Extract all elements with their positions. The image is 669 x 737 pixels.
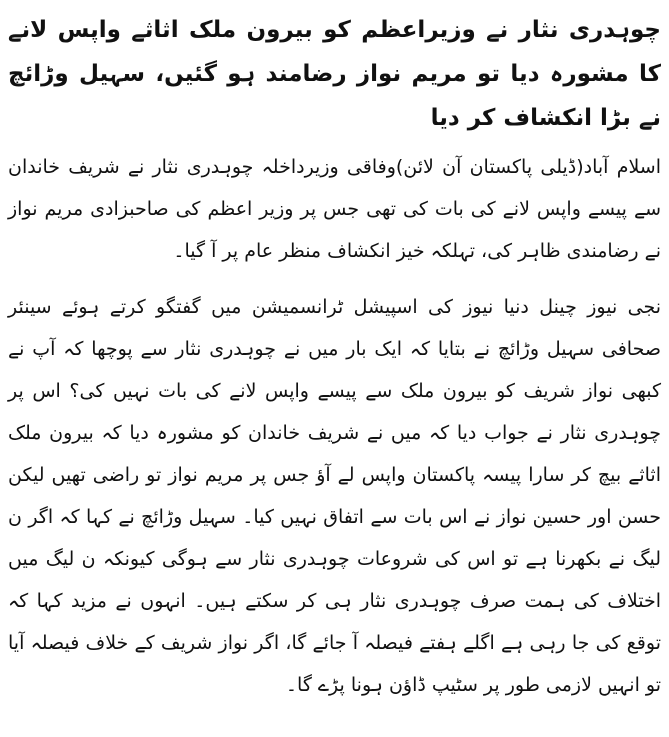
article-headline: چوہدری نثار نے وزیراعظم کو بیرون ملک اثاثے واپس لانے کا مشورہ دیا تو مریم نواز رضامند ہو گئیں، سہیل وڑائچ نے بڑا انکشاف کر دیا: [8, 17, 661, 131]
article-paragraph-intro: اسلام آباد(ڈیلی پاکستان آن لائن)وفاقی وزیرداخلہ چوہدری نثار نے شریف خاندان سے پیسے واپس لانے کی بات کی تھی جس پر وزیر اعظم کی صاحبزادی مریم نواز نے رضامندی ظاہر کی، تہلکہ خیز انکشاف منظر عام پر آ گیا۔: [8, 156, 661, 262]
article-paragraph-body: نجی نیوز چینل دنیا نیوز کی اسپیشل ٹرانسمیشن میں گفتگو کرتے ہوئے سینئر صحافی سہیل وڑائچ نے بتایا کہ ایک بار میں نے چوہدری نثار سے پوچھا کہ آپ نے کبھی نواز شریف کو بیرون ملک سے پیسے واپس لانے کی بات نہیں کی؟ اس پر چوہدری نثار نے جواب دیا کہ میں نے شریف خاندان کو مشورہ دیا کہ بیرون ملک اثاثے بیچ کر سارا پیسہ پاکستان واپس لے آؤ جس پر مریم نواز تو راضی تھیں لیکن حسن اور حسین نواز نے اس بات سے اتفاق نہیں کیا۔ سہیل وڑائچ نے کہا کہ اگر ن لیگ نے بکھرنا ہے تو اس کی شروعات چوہدری نثار سے ہوگی کیونکہ ن لیگ میں اختلاف کی ہمت صرف چوہدری نثار ہی کر سکتے ہیں۔ انہوں نے مزید کہا کہ توقع کی جا رہی ہے اگلے ہفتے فیصلہ آ جائے گا، اگر نواز شریف کے خلاف فیصلہ آیا تو انہیں لازمی طور پر سٹیپ ڈاؤن ہونا پڑے گا۔: [8, 296, 661, 696]
news-article: [8, 0, 661, 720]
